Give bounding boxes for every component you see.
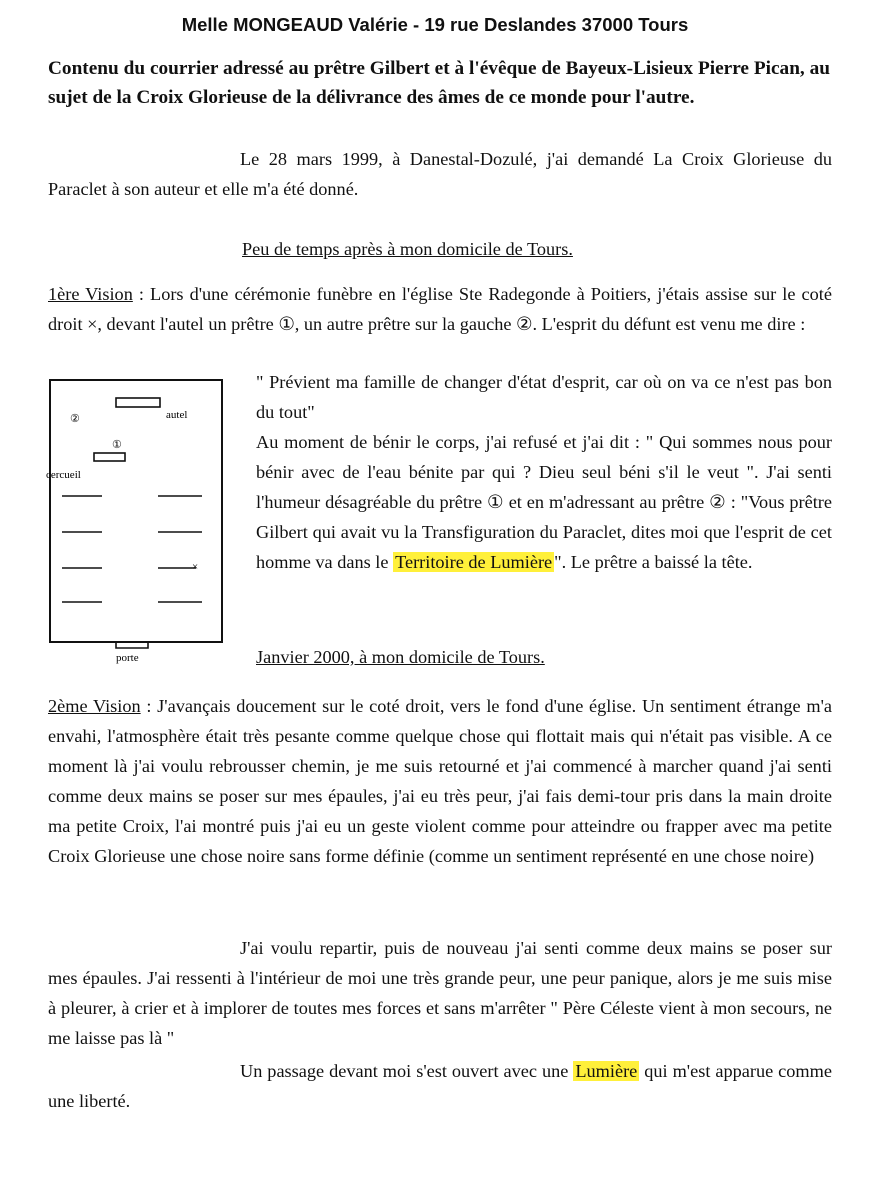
section1-heading: Peu de temps après à mon domicile de Tours. — [242, 239, 573, 259]
letter-subject: Contenu du courrier adressé au prêtre Gilbert et à l'évêque de Bayeux-Lisieux Pierre Pican, au sujet de la Croix Glorieuse de la délivrance des âmes de ce monde pour l'autre. — [48, 58, 830, 108]
highlight-lumiere: Lumière — [575, 1061, 638, 1081]
vision2-paragraph-3 — [48, 1056, 832, 1116]
door-label: porte — [116, 652, 139, 664]
vision1-text: : Lors d'une cérémonie funèbre en l'église Ste Radegonde à Poitiers, j'étais assise sur le coté droit ×, devant l'autel un prêtre ①, un autre prêtre sur la gauche ②. L'esprit du défunt est venu me dire : — [48, 284, 832, 334]
altar-label: autel — [166, 409, 188, 421]
vision1-quote: " Prévient ma famille de changer d'état d'esprit, car où on va ce n'est pas bon du tout" — [256, 372, 832, 422]
vision2-text: : J'avançais doucement sur le coté droit, vers le fond d'une église. Un sentiment étrange m'a envahi, l'atmosphère était très pesante comme quelque chose qui flottait mais qui n'était pas visible. A ce moment là j'ai voulu rebrousser chemin, je me suis retourné et j'ai commencé à marcher quand j'ai senti comme deux mains se poser sur mes épaules, j'ai eu très peur, j'ai fais demi-tour pris dans la main droite ma petite Croix, l'ai montré puis j'ai eu un geste violent comme pour atteindre ou frapper avec ma petite Croix Glorieuse une chose noire sans forme définie (comme un sentiment représenté en une chose noire) — [48, 696, 832, 866]
highlight-territoire: Territoire de Lumière — [395, 552, 553, 572]
coffin-shape — [94, 453, 125, 461]
section2-heading: Janvier 2000, à mon domicile de Tours. — [256, 647, 545, 667]
vision1-para-end: ". Le prêtre a baissé la tête. — [554, 552, 753, 572]
priest2-marker: ② — [70, 413, 80, 425]
vision1-paragraph — [256, 427, 832, 577]
vision2-para3-end: qui m'est apparue comme une liberté. — [48, 1061, 832, 1111]
vision1-intro — [48, 279, 832, 339]
vision2-paragraph-2: J'ai voulu repartir, puis de nouveau j'ai senti comme deux mains se poser sur mes épaules. J'ai ressenti à l'intérieur de moi une très grande peur, une peur panique, alors je me suis mise à pleurer, à crier et à implorer de toutes mes forces et sans m'arrêter " Père Céleste vient à mon secours, ne me laisse pas là " — [48, 938, 832, 1048]
vision1-label: 1ère Vision — [48, 284, 133, 304]
seat-marker: × — [192, 561, 199, 573]
priest1-marker: ① — [112, 439, 122, 451]
church-layout-diagram — [46, 376, 236, 676]
vision1-para-start: Au moment de bénir le corps, j'ai refusé et j'ai dit : " Qui sommes nous pour bénir avec de l'eau bénite par qui ? Dieu seul béni s'il le veut ". J'ai senti l'humeur désagréable du prêtre ① et en m'adressant au prêtre ② : "Vous prêtre Gilbert qui avait vu la Transfiguration du Paraclet, dites moi que l'esprit de cet homme va dans le — [256, 432, 832, 572]
altar-shape — [116, 398, 160, 407]
vision2-paragraph — [48, 691, 832, 871]
sender-header: Melle MONGEAUD Valérie - 19 rue Deslandes 37000 Tours — [181, 14, 689, 35]
vision2-para3-start: Un passage devant moi s'est ouvert avec une — [240, 1061, 574, 1081]
intro-paragraph: Le 28 mars 1999, à Danestal-Dozulé, j'ai demandé La Croix Glorieuse du Paraclet à son auteur et elle m'a été donné. — [48, 149, 832, 199]
coffin-label: cercueil — [46, 469, 81, 481]
vision2-label: 2ème Vision — [48, 696, 141, 716]
